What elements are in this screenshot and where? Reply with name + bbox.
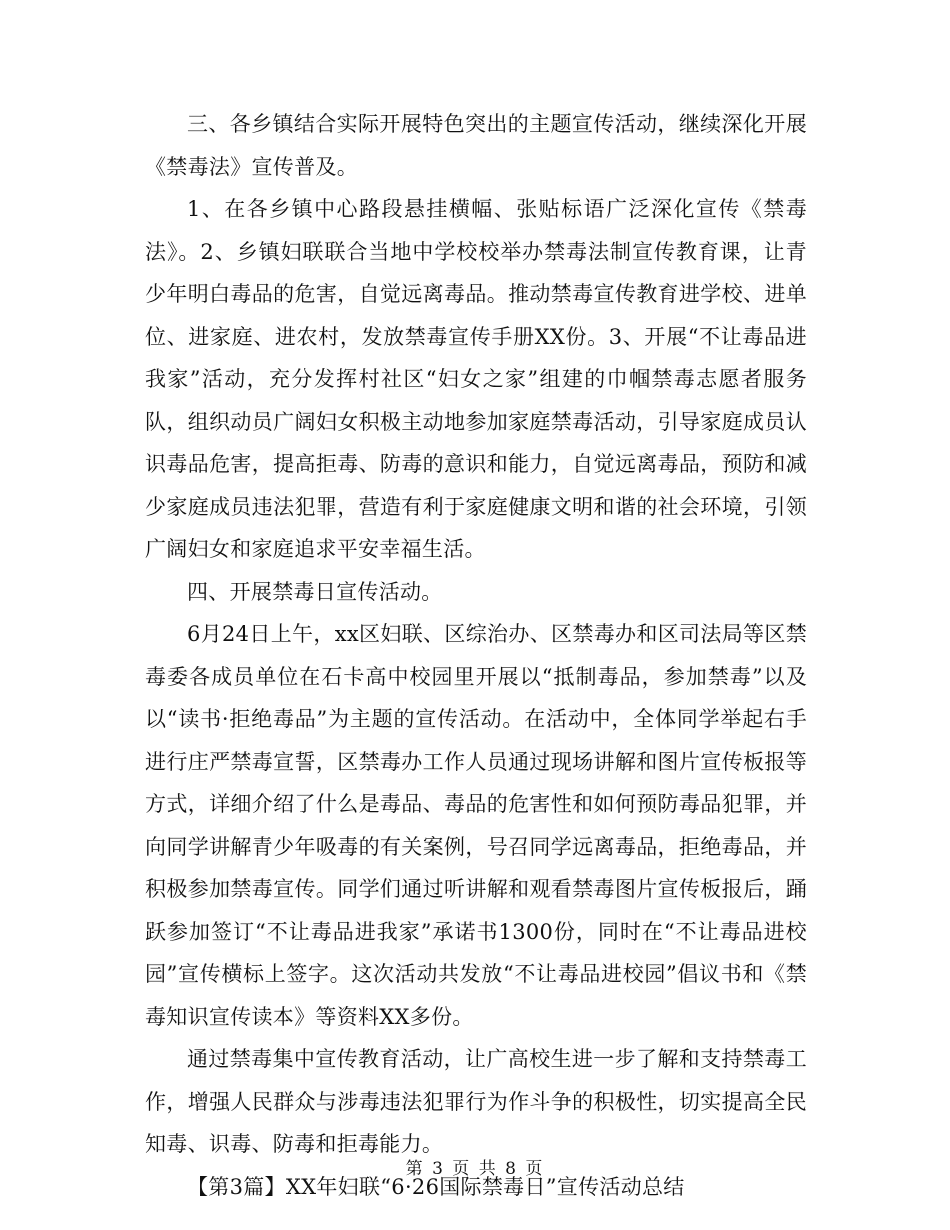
paragraph-items-one-to-three: 1、在各乡镇中心路段悬挂横幅、张贴标语广泛深化宣传《禁毒法》。2、乡镇妇联联合当地中学校校举办禁毒法制宣传教育课，让青少年明白毒品的危害，自觉远离毒品。推动禁毒宣传教育进学校、进单位、进家庭、进农村，发放禁毒宣传手册XX份。3、开展“不让毒品进我家”活动，充分发挥村社区“妇女之家”组建的巾帼禁毒志愿者服务队，组织动员广阔妇女积极主动地参加家庭禁毒活动，引导家庭成员认识毒品危害，提高拒毒、防毒的意识和能力，自觉远离毒品，预防和减少家庭成员违法犯罪，营造有利于家庭健康文明和谐的社会环境，引领广阔妇女和家庭追求平安幸福生活。 — [145, 197, 807, 561]
paragraph-june-24-event: 6月24日上午，xx区妇联、区综治办、区禁毒办和区司法局等区禁毒委各成员单位在石卡高中校园里开展以“抵制毒品，参加禁毒”以及以“读书·拒绝毒品”为主题的宣传活动。在活动中，全体同学举起右手进行庄严禁毒宣誓，区禁毒办工作人员通过现场讲解和图片宣传板报等方式，详细介绍了什么是毒品、毒品的危害性和如何预防毒品犯罪，并向同学讲解青少年吸毒的有关案例，号召同学远离毒品，拒绝毒品，并积极参加禁毒宣传。同学们通过听讲解和观看禁毒图片宣传板报后，踊跃参加签订“不让毒品进我家”承诺书1300份，同时在“不让毒品进校园”宣传横标上签字。这次活动共发放“不让毒品进校园”倡议书和《禁毒知识宣传读本》等资料XX多份。 — [145, 622, 807, 1029]
paragraph-section-four: 四、开展禁毒日宣传活动。 — [187, 579, 443, 604]
paragraph-section-three: 三、各乡镇结合实际开展特色突出的主题宣传活动，继续深化开展《禁毒法》宣传普及。 — [145, 112, 807, 179]
page-number-footer: 第 3 页 共 8 页 — [405, 1159, 545, 1179]
paragraph-next-article-title: 【第3篇】XX年妇联“6·26国际禁毒日”宣传活动总结 — [187, 1174, 685, 1199]
document-body — [145, 103, 807, 1208]
paragraph-conclusion: 通过禁毒集中宣传教育活动，让广高校生进一步了解和支持禁毒工作，增强人民群众与涉毒违法犯罪行为作斗争的积极性，切实提高全民知毒、识毒、防毒和拒毒能力。 — [145, 1047, 807, 1156]
